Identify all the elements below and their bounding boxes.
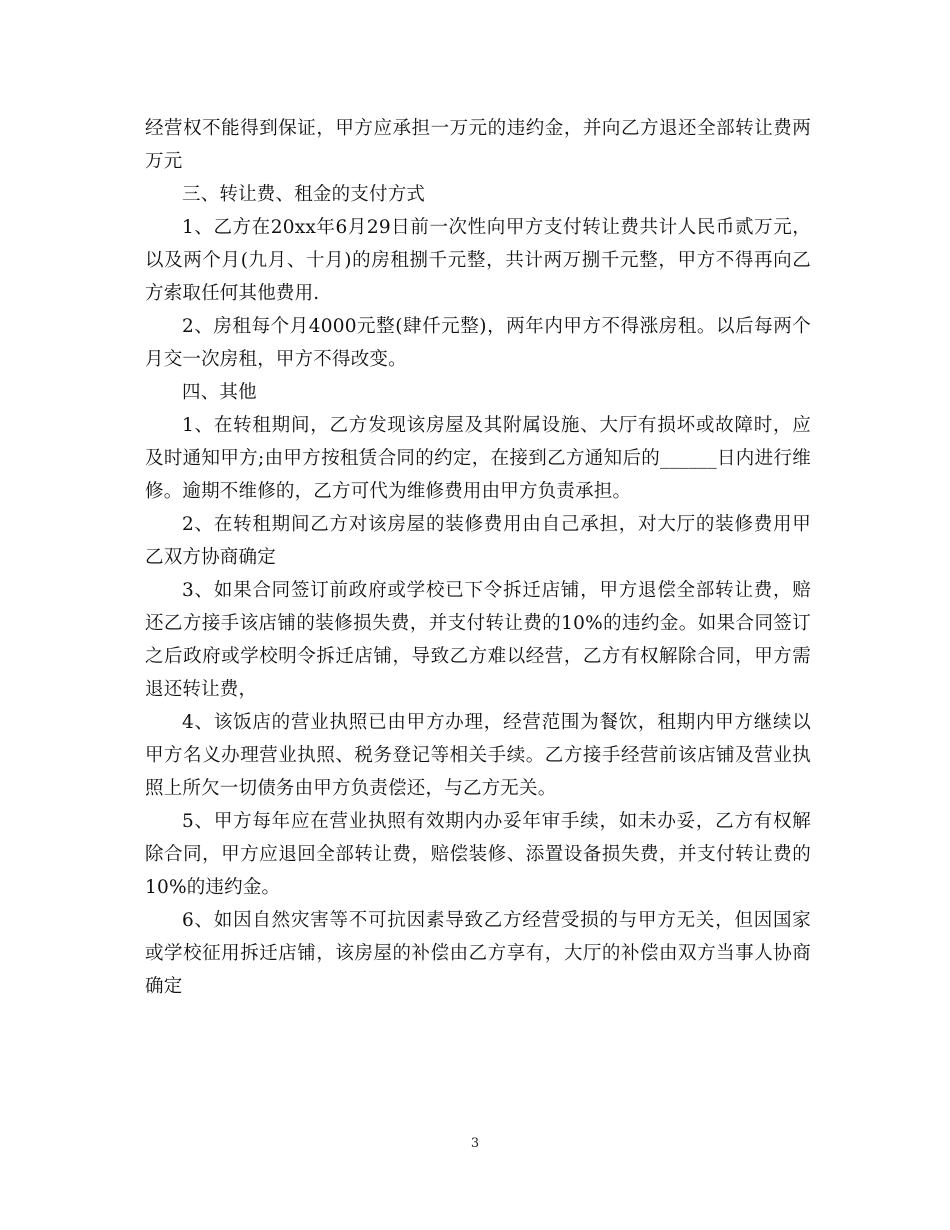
paragraph-other-clause-2: 2、在转租期间乙方对该房屋的装修费用由自己承担，对大厅的装修费用甲乙双方协商确定	[145, 514, 811, 568]
paragraph-other-clause-6: 6、如因自然灾害等不可抗因素导致乙方经营受损的与甲方无关，但因国家或学校征用拆迁店铺，该房屋的补偿由乙方享有，大厅的补偿由双方当事人协商确定	[145, 910, 811, 997]
paragraph-payment-clause-1: 1、乙方在20xx年6月29日前一次性向甲方支付转让费共计人民币贰万元，以及两个月(九月、十月)的房租捌千元整，共计两万捌千元整，甲方不得再向乙方索取任何其他费用.	[145, 217, 811, 304]
paragraph-payment-clause-2: 2、房租每个月4000元整(肆仟元整)，两年内甲方不得涨房租。以后每两个月交一次房租，甲方不得改变。	[145, 316, 811, 370]
paragraph-other-clause-4: 4、该饭店的营业执照已由甲方办理，经营范围为餐饮，租期内甲方继续以甲方名义办理营业执照、税务登记等相关手续。乙方接手经营前该店铺及营业执照上所欠一切债务由甲方负责偿还，与乙方无关。	[145, 712, 811, 799]
paragraph-other-clause-3: 3、如果合同签订前政府或学校已下令拆迁店铺，甲方退偿全部转让费，赔还乙方接手该店铺的装修损失费，并支付转让费的10%的违约金。如果合同签订之后政府或学校明令拆迁店铺，导致乙方难以经营，乙方有权解除合同，甲方需退还转让费，	[145, 580, 811, 700]
paragraph-breach-continuation: 经营权不能得到保证，甲方应承担一万元的违约金，并向乙方退还全部转让费两万元	[145, 118, 811, 172]
page-number: 3	[470, 1136, 480, 1151]
section-heading-other: 四、其他	[182, 382, 257, 403]
paragraph-other-clause-1: 1、在转租期间，乙方发现该房屋及其附属设施、大厅有损坏或故障时，应及时通知甲方;由甲方按租赁合同的约定，在接到乙方通知后的______日内进行维修。逾期不维修的，乙方可代为维修费用由甲方负责承担。	[145, 415, 811, 502]
section-heading-payment-method: 三、转让费、租金的支付方式	[182, 184, 426, 205]
document-body	[145, 112, 811, 1003]
paragraph-other-clause-5: 5、甲方每年应在营业执照有效期内办妥年审手续，如未办妥，乙方有权解除合同，甲方应退回全部转让费，赔偿装修、添置设备损失费，并支付转让费的10%的违约金。	[145, 811, 811, 898]
